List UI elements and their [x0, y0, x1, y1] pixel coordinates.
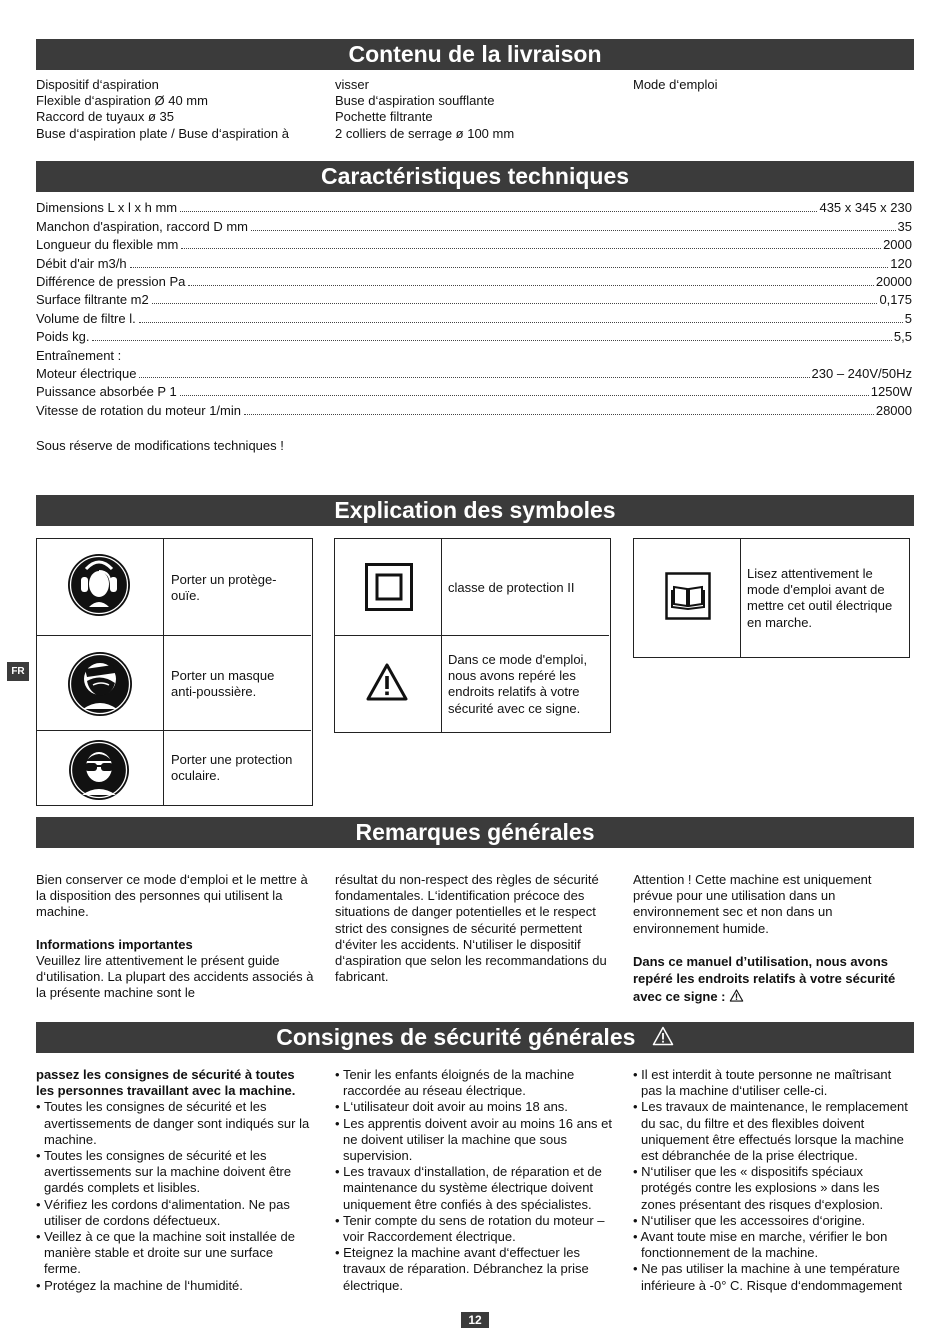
contenu-item: Buse d‘aspiration soufflante — [335, 93, 495, 109]
list-item: • Les travaux de maintenance, le remplacement du sac, du filtre et des flexibles doivent uniquement être effectués lorsque la machine est débranchée de la prise électrique. — [633, 1099, 915, 1164]
spec-label: Dimensions L x l x h mm — [36, 200, 178, 216]
remarques-paragraph: Veuillez lire attentivement le présent guide d‘utilisation. La plupart des accidents associés à la présente machine sont le — [36, 952, 314, 1001]
spec-leader — [244, 414, 874, 415]
ear-protection-icon — [67, 553, 131, 617]
spec-row — [36, 253, 912, 271]
spec-label: Longueur du flexible mm — [36, 237, 179, 253]
spec-row — [36, 345, 912, 363]
list-item: • Toutes les consignes de sécurité et les avertissements sur la machine doivent être gardés complets et lisibles. — [36, 1148, 312, 1197]
spec-label: Entraînement : — [36, 347, 122, 363]
read-manual-icon — [665, 572, 711, 620]
spec-row — [36, 308, 912, 326]
list-item: • N‘utiliser que les accessoires d‘origine. — [633, 1213, 915, 1229]
list-item: • Les travaux d‘installation, de réparation et de maintenance du système électrique doivent uniquement être confiés à des spécialistes. — [335, 1164, 617, 1213]
remarques-heading: Informations importantes — [36, 936, 193, 952]
contenu-col3 — [633, 77, 923, 93]
spec-label: Poids kg. — [36, 329, 90, 345]
spec-label: Puissance absorbée P 1 — [36, 384, 177, 400]
protection-class-ii-text: classe de protection II — [448, 580, 575, 595]
list-item: • Tenir compte du sens de rotation du moteur – voir Raccordement électrique. — [335, 1213, 617, 1245]
section-title-caracteristiques: Caractéristiques techniques — [36, 161, 914, 192]
list-item: • Ne pas utiliser la machine à une température inférieure à -0° C. Risque d‘endommagement — [633, 1261, 915, 1293]
contenu-item: Flexible d‘aspiration Ø 40 mm — [36, 93, 208, 109]
consignes-col2 — [335, 1067, 617, 1294]
spec-value: 230 – 240V/50Hz — [811, 365, 912, 381]
spec-value: 20000 — [875, 273, 912, 289]
warning-triangle-text: Dans ce mode d'emploi, nous avons repéré les endroits relatifs à votre sécurité avec ce signe. — [448, 652, 588, 716]
list-item: • Tenir les enfants éloignés de la machine raccordée au réseau électrique. — [335, 1067, 617, 1099]
remarques-col2 — [335, 872, 620, 985]
warning-triangle-icon — [729, 989, 744, 1002]
list-item: • Veillez à ce que la machine soit installée de manière stable et droite sur une surface ferme. — [36, 1229, 312, 1278]
spec-value: 2000 — [883, 237, 912, 253]
read-manual-text: Lisez attentivement le mode d'emploi avant de mettre cet outil électrique en marche. — [747, 566, 893, 630]
spec-value: 28000 — [875, 402, 912, 418]
spec-note: Sous réserve de modifications techniques ! — [36, 438, 284, 453]
contenu-item: Buse d‘aspiration plate / Buse d‘aspiration à — [36, 125, 289, 141]
list-item: • N‘utiliser que les « dispositifs spéciaux protégés contre les explosions » dans les zones présentant des risques d‘explosion. — [633, 1164, 915, 1213]
spec-label: Débit d'air m3/h — [36, 255, 127, 271]
spec-row — [36, 382, 912, 400]
section-title-symboles: Explication des symboles — [36, 495, 914, 526]
spec-leader — [181, 248, 881, 249]
spec-value: 435 x 345 x 230 — [819, 200, 912, 216]
spec-row — [36, 272, 912, 290]
contenu-col2 — [335, 77, 625, 142]
remarques-paragraph: Bien conserver ce mode d‘emploi et le mettre à la disposition des personnes qui utilisent la machine. — [36, 872, 308, 920]
spec-leader — [130, 267, 889, 268]
eye-protection-icon — [68, 739, 130, 801]
remarques-bold-note — [633, 953, 913, 1006]
page-number: 12 — [461, 1312, 489, 1328]
spec-value: 5 — [904, 310, 912, 326]
spec-value: 120 — [890, 255, 912, 271]
spec-label: Volume de filtre l. — [36, 310, 136, 326]
spec-leader — [92, 340, 891, 341]
spec-leader — [139, 377, 809, 378]
spec-leader — [180, 211, 817, 212]
contenu-item: Pochette filtrante — [335, 109, 433, 125]
section-title-consignes-wrap — [36, 1022, 914, 1053]
spec-label: Moteur électrique — [36, 365, 137, 381]
list-item: • Il est interdit à toute personne ne maîtrisant pas la machine d‘utiliser celle-ci. — [633, 1067, 915, 1099]
spec-row — [36, 198, 912, 216]
section-title-consignes: Consignes de sécurité générales — [276, 1024, 636, 1050]
spec-label: Vitesse de rotation du moteur 1/min — [36, 402, 241, 418]
list-item: • Eteignez la machine avant d‘effectuer les travaux de réparation. Débranchez la prise électrique. — [335, 1245, 617, 1294]
section-title-contenu: Contenu de la livraison — [36, 39, 914, 70]
remarques-col1 — [36, 872, 320, 1001]
eye-protection-text: Porter une protection oculaire. — [171, 752, 293, 784]
list-item: • Les apprentis doivent avoir au moins 16 ans et ne doivent utiliser la machine que sous supervision. — [335, 1116, 617, 1165]
contenu-item: Dispositif d‘aspiration — [36, 77, 159, 92]
contenu-item: 2 colliers de serrage ø 100 mm — [335, 125, 515, 141]
spec-label: Surface filtrante m2 — [36, 292, 149, 308]
spec-row — [36, 290, 912, 308]
list-item: • Avant toute mise en marche, vérifier le bon fonctionnement de la machine. — [633, 1229, 915, 1261]
spec-value: 1250W — [870, 384, 912, 400]
spec-value: 35 — [897, 218, 912, 234]
contenu-item: visser — [335, 77, 369, 92]
warning-triangle-icon — [365, 662, 409, 702]
spec-row — [36, 235, 912, 253]
spec-leader — [152, 303, 878, 304]
safety-symbol-table — [334, 538, 611, 733]
list-item: • Protégez la machine de l‘humidité. — [36, 1278, 312, 1294]
spec-row — [36, 400, 912, 418]
contenu-item: Raccord de tuyaux ø 35 — [36, 109, 175, 125]
list-item: • Vérifiez les cordons d‘alimentation. Ne pas utiliser de cordons défectueux. — [36, 1197, 312, 1229]
spec-row — [36, 327, 912, 345]
consignes-intro: passez les consignes de sécurité à toutes les personnes travaillant avec la machine. — [36, 1067, 296, 1099]
remarques-col3 — [633, 872, 913, 1005]
spec-leader — [188, 285, 873, 286]
spec-leader — [180, 395, 869, 396]
section-title-remarques: Remarques générales — [36, 817, 914, 848]
spec-label: Manchon d'aspiration, raccord D mm — [36, 218, 249, 234]
list-item: • Toutes les consignes de sécurité et les avertissements de danger sont indiqués sur la machine. — [36, 1099, 312, 1148]
protection-class-ii-icon — [365, 563, 413, 611]
contenu-col1 — [36, 77, 326, 142]
spec-row — [36, 216, 912, 234]
manual-symbol-table — [633, 538, 910, 658]
remarques-paragraph: résultat du non-respect des règles de sécurité fondamentales. L‘identification précoce des situations de danger potentielles et le respect strict des consignes de sécurité permettent d‘éviter les accidents. N‘utiliser le dispositif d‘aspiration que selon les recommandations du fabricant. — [335, 872, 607, 985]
dust-mask-text: Porter un masque anti-poussière. — [171, 668, 275, 700]
list-item: • L‘utilisateur doit avoir au moins 18 ans. — [335, 1099, 617, 1115]
spec-value: 0,175 — [879, 292, 912, 308]
spec-leader — [251, 230, 896, 231]
dust-mask-icon — [67, 651, 133, 717]
warning-triangle-icon — [652, 1026, 674, 1046]
spec-label: Différence de pression Pa — [36, 273, 186, 289]
spec-leader — [139, 322, 903, 323]
spec-value: 5,5 — [893, 329, 912, 345]
spec-row — [36, 364, 912, 382]
language-tab: FR — [7, 662, 29, 681]
consignes-col1 — [36, 1067, 312, 1294]
consignes-col3 — [633, 1067, 915, 1294]
ear-protection-text: Porter un protège-ouïe. — [171, 572, 277, 604]
ppe-symbol-table — [36, 538, 313, 806]
remarques-bold-text: Dans ce manuel d’utilisation, nous avons repéré les endroits relatifs à votre sécurité avec ce signe : — [633, 953, 896, 1004]
remarques-paragraph: Attention ! Cette machine est uniquement prévue pour une utilisation dans un environnement sec et non dans un environnement humide. — [633, 872, 872, 936]
contenu-item: Mode d‘emploi — [633, 77, 718, 92]
